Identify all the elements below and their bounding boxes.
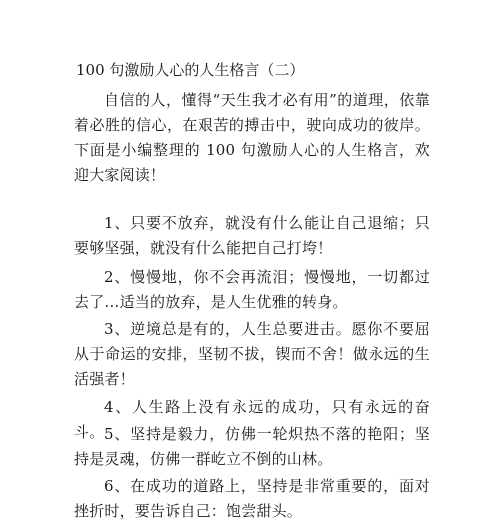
document-title: 100 句激励人心的人生格言（二） bbox=[76, 61, 305, 79]
motto-item-1: 1、只要不放弃，就没有什么能让自己退缩；只要够坚强，就没有什么能把自己打垮！ bbox=[74, 214, 430, 257]
motto-item-3: 3、逆境总是有的，人生总要进击。愿你不要屈从于命运的安排，坚韧不拔，锲而不舍！做永远的生活强者！ bbox=[74, 320, 430, 388]
motto-item-6: 6、在成功的道路上，坚持是非常重要的，面对挫折时，要告诉自己：饱尝甜头。 bbox=[74, 477, 430, 520]
motto-item-4: 4、人生路上没有永远的成功，只有永远的奋斗。 bbox=[74, 398, 430, 441]
motto-item-5: 5、坚持是毅力，仿佛一轮炽热不落的艳阳；坚持是灵魂，仿佛一群屹立不倒的山林。 bbox=[74, 425, 430, 468]
intro-paragraph: 自信的人，懂得“天生我才必有用”的道理，依靠着必胜的信心，在艰苦的搏击中，驶向成功的彼岸。下面是小编整理的 100 句激励人心的人生格言，欢迎大家阅读！ bbox=[74, 91, 430, 184]
motto-item-2: 2、慢慢地，你不会再流泪；慢慢地，一切都过去了…适当的放弃，是人生优雅的转身。 bbox=[74, 268, 430, 311]
